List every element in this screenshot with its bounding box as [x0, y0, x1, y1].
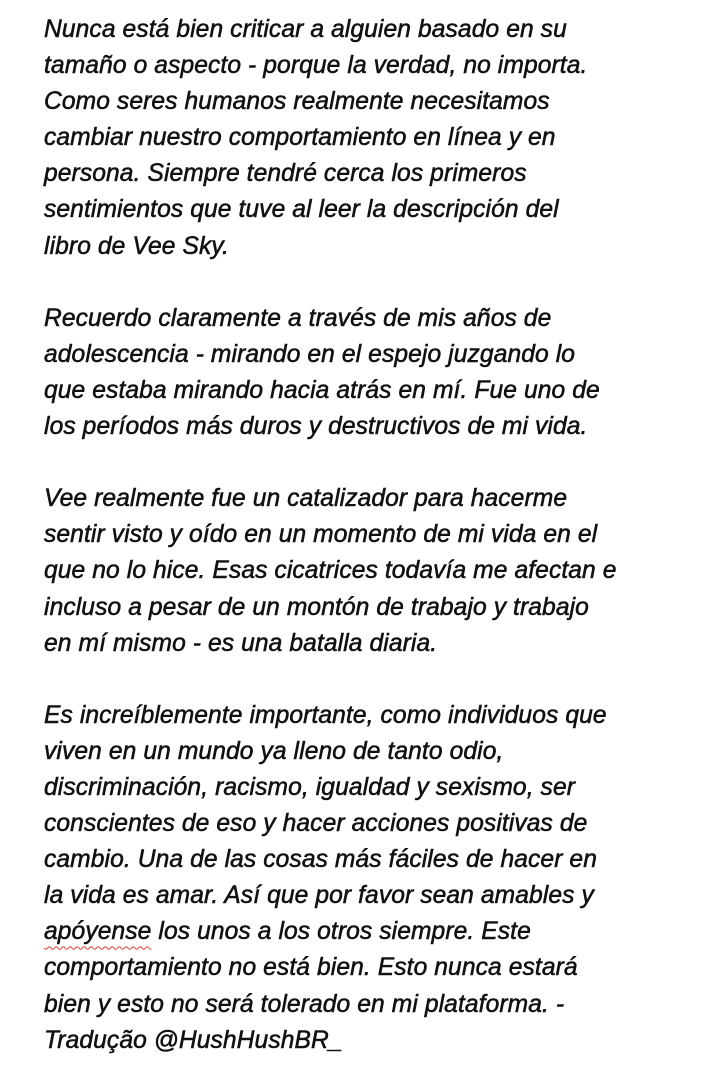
paragraph-4	[44, 698, 704, 1059]
text-line: que no lo hice. Esas cicatrices todavía me afectan e	[44, 557, 617, 585]
paragraph-1	[44, 12, 704, 265]
text-line: la vida es amar. Así que por favor sean amables y	[44, 882, 594, 910]
text-line: viven en un mundo ya lleno de tanto odio,	[44, 737, 504, 765]
text-line: discriminación, racismo, igualdad y sexismo, ser	[44, 773, 576, 801]
text-line: incluso a pesar de un montón de trabajo y trabajo	[44, 593, 589, 621]
text-line: libro de Vee Sky.	[44, 232, 229, 260]
paragraph-2	[44, 301, 704, 445]
text-line: sentimientos que tuve al leer la descripción del	[44, 196, 559, 224]
text-line: los períodos más duros y destructivos de mi vida.	[44, 413, 588, 441]
paragraph-3	[44, 481, 704, 661]
text-line: Es increíblemente importante, como individuos que	[44, 701, 607, 729]
text-line: que estaba mirando hacia atrás en mí. Fue uno de	[44, 376, 600, 404]
text-line-with-flagged-word	[44, 914, 704, 950]
text-line: Como seres humanos realmente necesitamos	[44, 88, 550, 116]
spellcheck-flagged-word[interactable]: apóyense	[44, 918, 152, 946]
text-line: sentir visto y oído en un momento de mi vida en el	[44, 521, 598, 549]
text-line: adolescencia - mirando en el espejo juzgando lo	[44, 340, 576, 368]
text-line: tamaño o aspecto - porque la verdad, no importa.	[44, 52, 588, 80]
text-line: Nunca está bien criticar a alguien basado en su	[44, 16, 567, 43]
text-line: comportamiento no está bien. Esto nunca estará	[44, 954, 578, 982]
text-line: persona. Siempre tendré cerca los primeros	[44, 160, 527, 188]
document-body	[44, 12, 704, 1059]
translation-credit: Tradução @HushHushBR_	[44, 1026, 343, 1054]
text-line: Recuerdo claramente a través de mis años de	[44, 304, 552, 332]
text-line-rest: los unos a los otros siempre. Este	[151, 918, 531, 946]
text-line: bien y esto no será tolerado en mi plataforma. -	[44, 990, 565, 1018]
text-line: conscientes de eso y hacer acciones positivas de	[44, 810, 588, 838]
text-line: Vee realmente fue un catalizador para hacerme	[44, 485, 568, 513]
text-line: cambiar nuestro comportamiento en línea y en	[44, 124, 556, 152]
text-line: en mí mismo - es una batalla diaria.	[44, 629, 438, 657]
text-line: cambio. Una de las cosas más fáciles de hacer en	[44, 846, 597, 874]
